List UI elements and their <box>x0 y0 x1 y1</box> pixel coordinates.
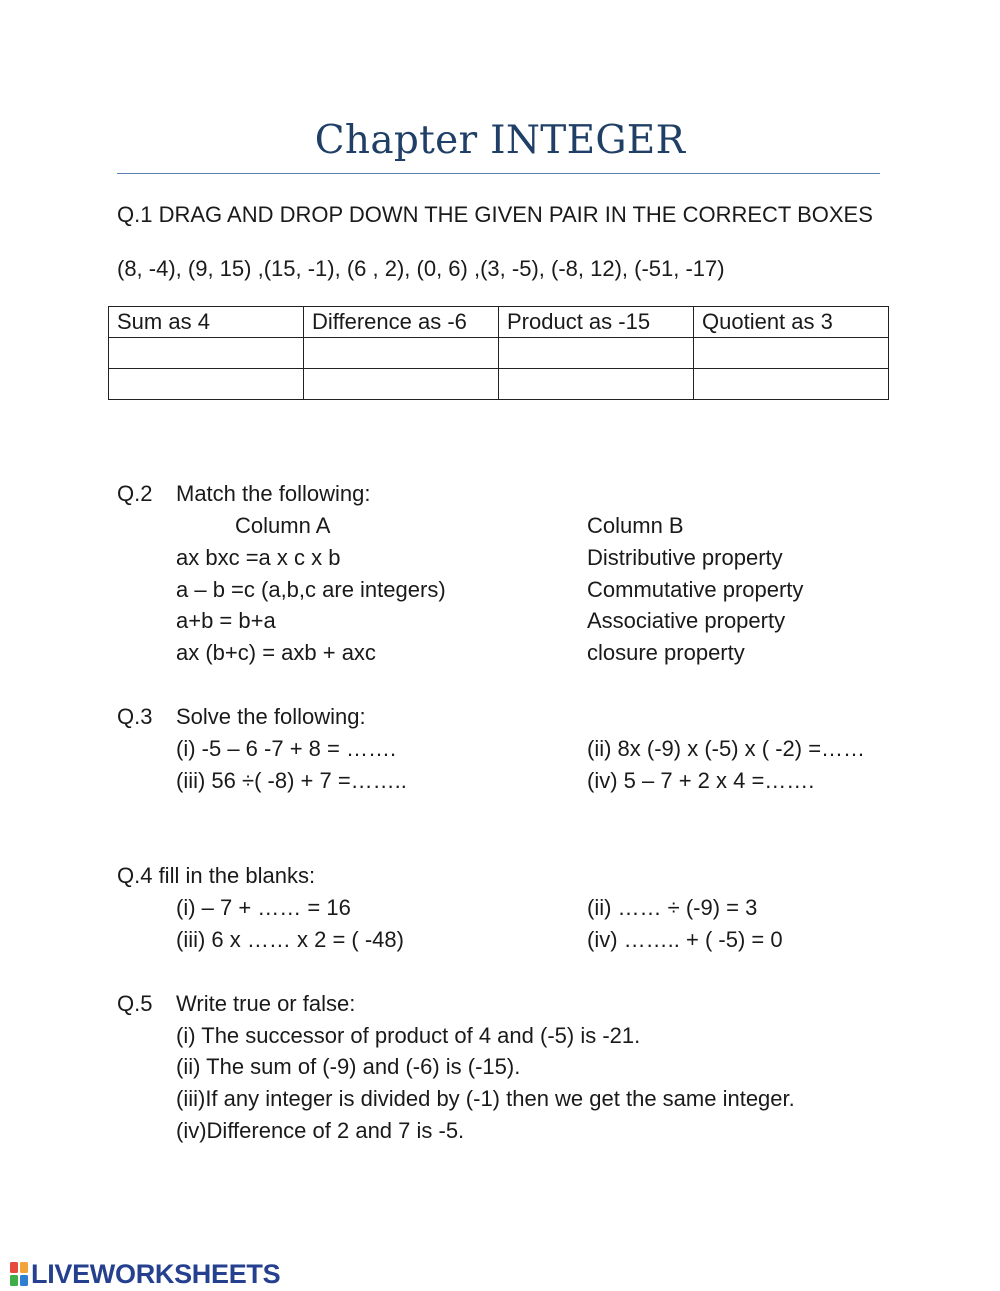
table-row <box>109 369 889 400</box>
drop-box-product-2[interactable] <box>499 369 694 400</box>
q4-item: (ii) …… ÷ (-9) = 3 <box>587 895 758 920</box>
q5-item: (iii)If any integer is divided by (-1) then we get the same integer. <box>176 1086 795 1111</box>
q1-heading: Q.1 DRAG AND DROP DOWN THE GIVEN PAIR IN THE CORRECT BOXES <box>117 202 873 227</box>
q4-item: (i) – 7 + …… = 16 <box>176 895 351 920</box>
column-a-title: Column A <box>235 513 331 538</box>
header-sum: Sum as 4 <box>109 307 304 338</box>
q1-pairs: (8, -4), (9, 15) ,(15, -1), (6 , 2), (0, 6) ,(3, -5), (-8, 12), (-51, -17) <box>117 256 725 281</box>
column-b-item: Commutative property <box>587 577 804 602</box>
q4-item: (iii) 6 x …… x 2 = ( -48) <box>176 927 404 952</box>
q2-number: Q.2 <box>117 481 153 506</box>
liveworksheets-logo <box>10 1259 280 1289</box>
drop-box-difference-1[interactable] <box>304 338 499 369</box>
q3-item: (i) -5 – 6 -7 + 8 = ……. <box>176 736 397 761</box>
q3-item: (iii) 56 ÷( -8) + 7 =…….. <box>176 768 407 793</box>
liveworksheets-logo-icon <box>10 1262 28 1286</box>
q5-item: (i) The successor of product of 4 and (-5) is -21. <box>176 1023 641 1048</box>
drop-box-product-1[interactable] <box>499 338 694 369</box>
column-b-item: Distributive property <box>587 545 783 570</box>
drop-box-quotient-2[interactable] <box>694 369 889 400</box>
logo-text: LIVEWORKSHEETS <box>31 1258 281 1289</box>
q4-heading: Q.4 fill in the blanks: <box>117 863 316 888</box>
drop-box-sum-2[interactable] <box>109 369 304 400</box>
column-b-item: closure property <box>587 640 745 665</box>
table-header-row <box>109 307 889 338</box>
column-a-item: ax (b+c) = axb + axc <box>176 640 376 665</box>
column-a-item: a – b =c (a,b,c are integers) <box>176 577 446 602</box>
q2-heading: Match the following: <box>176 481 371 506</box>
header-difference: Difference as -6 <box>304 307 499 338</box>
drop-box-sum-1[interactable] <box>109 338 304 369</box>
page-title: Chapter INTEGER <box>314 118 686 163</box>
q5-number: Q.5 <box>117 991 153 1016</box>
title-underline <box>117 173 880 174</box>
column-a-item: a+b = b+a <box>176 608 276 633</box>
header-product: Product as -15 <box>499 307 694 338</box>
table-row <box>109 338 889 369</box>
q5-item: (ii) The sum of (-9) and (-6) is (-15). <box>176 1054 521 1079</box>
drop-box-difference-2[interactable] <box>304 369 499 400</box>
q5-item: (iv)Difference of 2 and 7 is -5. <box>176 1118 465 1143</box>
header-quotient: Quotient as 3 <box>694 307 889 338</box>
column-b-item: Associative property <box>587 608 786 633</box>
q1-answer-table <box>108 306 889 400</box>
column-b-title: Column B <box>587 513 684 538</box>
q3-heading: Solve the following: <box>176 704 366 729</box>
drop-box-quotient-1[interactable] <box>694 338 889 369</box>
q3-item: (iv) 5 – 7 + 2 x 4 =……. <box>587 768 815 793</box>
q4-item: (iv) …….. + ( -5) = 0 <box>587 927 783 952</box>
q3-number: Q.3 <box>117 704 153 729</box>
q5-heading: Write true or false: <box>176 991 356 1016</box>
q3-item: (ii) 8x (-9) x (-5) x ( -2) =…… <box>587 736 866 761</box>
column-a-item: ax bxc =a x c x b <box>176 545 341 570</box>
